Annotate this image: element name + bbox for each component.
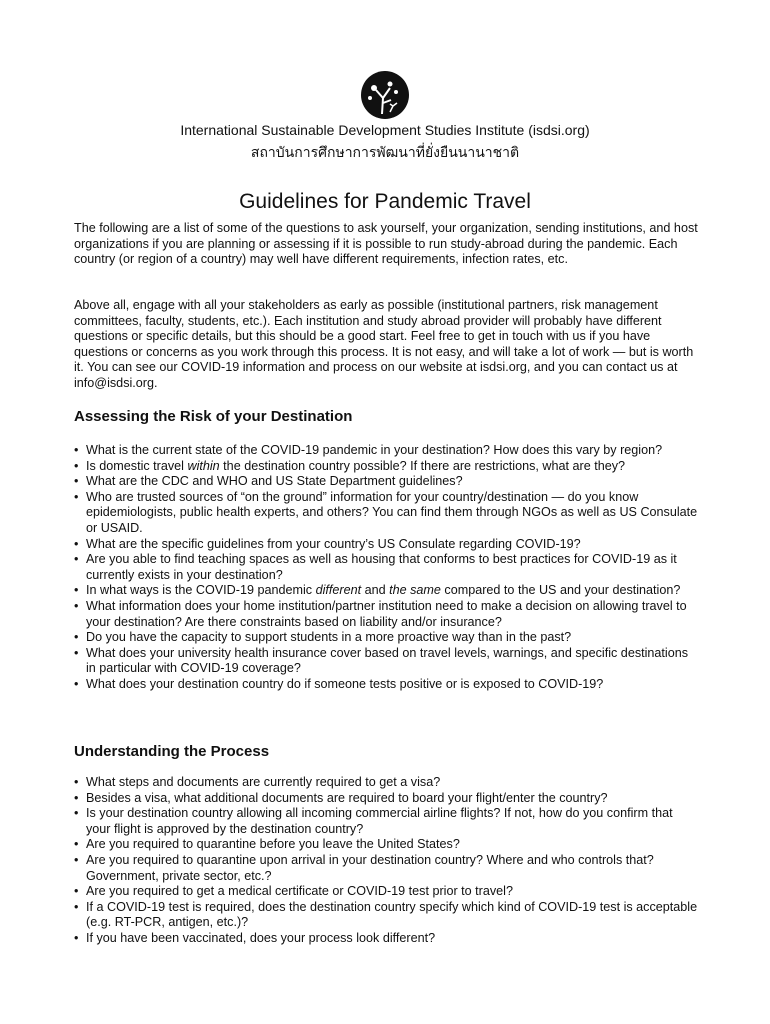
list-item: • What are the CDC and WHO and US State Department guidelines? bbox=[74, 474, 463, 489]
list-item: • What are the specific guidelines from your country’s US Consulate regarding COVID-19? bbox=[74, 536, 581, 551]
list-item: • Are you required to quarantine before you leave the United States? bbox=[74, 837, 460, 852]
process-list bbox=[74, 775, 698, 947]
list-item: • In what ways is the COVID-19 pandemic different and the same compared to the US and your destination? bbox=[74, 583, 681, 598]
list-item: • If a COVID-19 test is required, does the destination country specify which kind of COVID-19 test is acceptable (e.g. RT-PCR, antigen, etc.)? bbox=[74, 899, 698, 930]
list-item: • Is domestic travel within the destination country possible? If there are restrictions, what are they? bbox=[74, 458, 626, 473]
org-name-english: International Sustainable Development Studies Institute (isdsi.org) bbox=[180, 122, 590, 138]
list-item: • Are you able to find teaching spaces as well as housing that conforms to best practices for COVID-19 as it currently exists in your destination? bbox=[74, 552, 677, 582]
list-item: • Do you have the capacity to support students in a more proactive way than in the past? bbox=[74, 630, 572, 645]
list-item: • Is your destination country allowing all incoming commercial airline flights? If not, how do you confirm that your flight is approved by the destination country? bbox=[74, 806, 673, 836]
list-item: • Are you required to quarantine upon arrival in your destination country? Where and who controls that? Government, private sector, etc.? bbox=[74, 852, 654, 883]
assessing-list bbox=[74, 443, 698, 693]
tree-globe-icon bbox=[360, 70, 410, 120]
list-item: • What is the current state of the COVID-19 pandemic in your destination? How does this vary by region? bbox=[74, 443, 663, 457]
intro-paragraph-2: Above all, engage with all your stakeholders as early as possible (institutional partners, risk management committees, faculty, students, etc.). Each institution and study abroad provider will probably have different questions or specific details, but this should be a good start. Feel free to get in touch with us if you have questions or concerns as you work through this process. It is not easy, and will take a lot of work — but is worth it. You can see our COVID-19 information and process on our website at isdsi.org, and you can contact us at info@isdsi.org. bbox=[74, 298, 694, 390]
list-item: • Who are trusted sources of “on the ground” information for your country/destination — do you know epidemiologists, public health experts, and others? You can find them through NGOs as well as US Consulate or USAID. bbox=[74, 489, 698, 535]
section-heading-assessing: Assessing the Risk of your Destination bbox=[74, 408, 353, 425]
list-item: • What information does your home institution/partner institution need to make a decision on allowing travel to your destination? Are there constraints based on liability and/or insurance? bbox=[74, 598, 687, 629]
page-title: Guidelines for Pandemic Travel bbox=[239, 190, 531, 214]
list-item: • What steps and documents are currently required to get a visa? bbox=[74, 775, 441, 789]
list-item: • What does your destination country do if someone tests positive or is exposed to COVID-19? bbox=[74, 676, 604, 691]
section-heading-process: Understanding the Process bbox=[74, 743, 270, 760]
list-item: • Besides a visa, what additional documents are required to board your flight/enter the country? bbox=[74, 790, 608, 805]
list-item: • Are you required to get a medical certificate or COVID-19 test prior to travel? bbox=[74, 884, 513, 899]
list-item: • What does your university health insurance cover based on travel levels, warnings, and specific destinations in particular with COVID-19 coverage? bbox=[74, 645, 689, 676]
org-name-thai: สถาบันการศึกษาการพัฒนาที่ยั่งยืนนานาชาติ bbox=[250, 145, 520, 161]
list-item: • If you have been vaccinated, does your process look different? bbox=[74, 930, 436, 945]
intro-paragraph-1: The following are a list of some of the questions to ask yourself, your organization, sending institutions, and host organizations if you are planning or assessing if it is possible to run study-abroad during the pandemic. Each country (or region of a country) may well have different requirements, infection rates, etc. bbox=[74, 221, 698, 267]
